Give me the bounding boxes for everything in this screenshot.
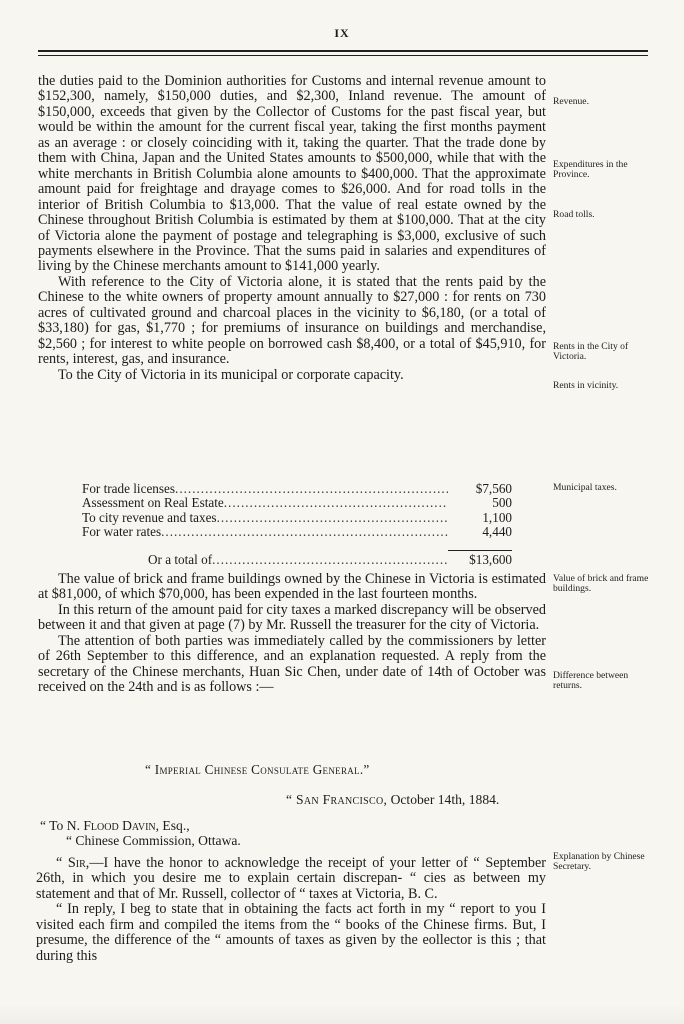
leader-dots [161,525,448,539]
table-row [82,525,512,539]
to-prefix: “ To [40,818,64,833]
second-text-block [38,572,546,696]
fee-amount: 1,100 [482,509,512,525]
total-label: Or a total of [148,551,213,567]
paragraph-municipal-intro: To the City of Victoria in its municipal or corporate capacity. [58,366,404,383]
fee-label: Assessment on Real Estate [82,495,224,511]
paragraph-victoria-rents: With reference to the City of Victoria alone, it is stated that the rents paid by the Chinese to the white owners of property amount annually to $27,000 : for rents on 730 acres of cultivated ground and charcoal places in the vicinity to $6,180, (or a total of $33,180) for gas, $1,770 ; for premiums of insurance on buildings and merchandise, $2,560 ; for interest to white people on borrowed cash $8,400, or a total of $45,910, for rents, interest, gas, and insurance. [38,273,546,368]
paragraph-buildings: The value of brick and frame buildings owned by the Chinese in Victoria is estimated at $81,000, of which $70,000, has been expended in the last fourteen months. [38,571,546,603]
fee-label: For trade licenses [82,481,176,496]
header-rule-thin [38,55,648,56]
fee-amount: 500 [492,495,512,511]
margin-note-rents-vicinity: Rents in vicinity. [553,380,619,391]
margin-note-brick: Value of brick and frame buildings. [553,573,649,594]
letter-addressee [40,818,190,834]
margin-note-expenditures: Expenditures in the Province. [553,159,628,180]
letter-addressee-line2: “ Chinese Commission, Ottawa. [66,833,241,848]
leader-dots [224,496,448,510]
page-number: IX [334,26,350,40]
margin-note-rents-city: Rents in the City of Victoria. [553,341,629,362]
leader-dots [217,511,448,525]
table-row [82,482,512,496]
letter-paragraph-1-text: —I have the honor to acknowledge the receipt of your letter of “ September 26th, in which you desire me to explain certain discrepan- “ cies as between my statement and that of Mr. Russell, collector of “ taxes at Victoria, B. C. [36,855,547,902]
letter-heading: “ Imperial Chinese Consulate General.” [145,762,370,777]
paragraph-trade-figures: the duties paid to the Dominion authorities for Customs and internal revenue amount to $152,300, namely, $150,000 duties, and $2,300, Inland revenue. The amount of $150,000, exceeds that given by the Collector of Customs for the past fiscal year, but would be within the amount for the current fiscal year, taking the first months payment as an average : or closely coinciding with it, taking the quarter. That the trade done by them with China, Japan and the United States amounts to $500,000, while that with the white merchants in British Columbia alone amounts to $400,000. That the approximate amount paid for freightage and drayage comes to $26,000. And for road tolls in the interior of British Columbia to $13,000. That the value of real estate owned by the Chinese throughout British Columbia is estimated by them at $100,000. That at the city of Victoria alone the payment of postage and telegraphing is $3,000, exclusive of such payments elsewhere in the Province. That the sums paid in salaries and expenditures of living by the Chinese merchants amount to $141,000 yearly. [38,73,546,275]
main-text-block [38,74,546,383]
margin-note-road-tolls: Road tolls. [553,209,595,220]
paragraph-discrepancy: In this return of the amount paid for city taxes a marked discrepancy will be observed between it and that given at page (7) by Mr. Russell the treasurer for the city of Victoria. [38,601,546,634]
total-amount: $13,600 [448,550,512,567]
header-rule-thick [38,50,648,52]
total-row [82,550,512,567]
margin-note-explanation: Explanation by Chinese Secretary. [553,851,645,872]
letter-paragraph-2: “ In reply, I beg to state that in obtaining the facts act forth in my “ report to you I visited each firm and compiled the items from the “ books of the Chinese firms. But, I presume, the difference of the “ amounts of taxes as given by the eollector is this ; that during this [36,901,546,964]
paragraph-reply: The attention of both parties was immediately called by the commissioners by letter of 26th September to this difference, and an explanation requested. A reply from the secretary of the Chinese merchants, Huan Sic Chen, under date of 14th of October was received on the 24th and is as follows :— [38,632,546,696]
to-name: N. Flood Davin [66,818,156,833]
fee-amount: 4,440 [482,524,512,540]
margin-note-revenue: Revenue. [553,96,589,107]
dateline-date: October 14th, 1884. [390,792,500,807]
page-bottom-edge [0,1004,684,1024]
letter-dateline [286,792,499,808]
fee-label: For water rates [82,524,162,540]
leader-dots [212,553,448,567]
to-suffix: , Esq., [155,818,190,833]
dateline-place: “ San Francisco, [286,792,388,807]
letter-salutation: “ Sir, [56,855,90,871]
fee-label: To city revenue and taxes [82,509,217,525]
leader-dots [175,482,448,496]
fee-amount: $7,560 [475,481,512,496]
municipal-taxes-table [82,482,512,567]
letter-body [36,856,546,964]
letter-paragraph-1 [36,856,546,902]
table-row [82,496,512,510]
table-row [82,511,512,525]
margin-note-municipal: Municipal taxes. [553,482,617,493]
margin-note-difference: Difference between returns. [553,670,629,691]
